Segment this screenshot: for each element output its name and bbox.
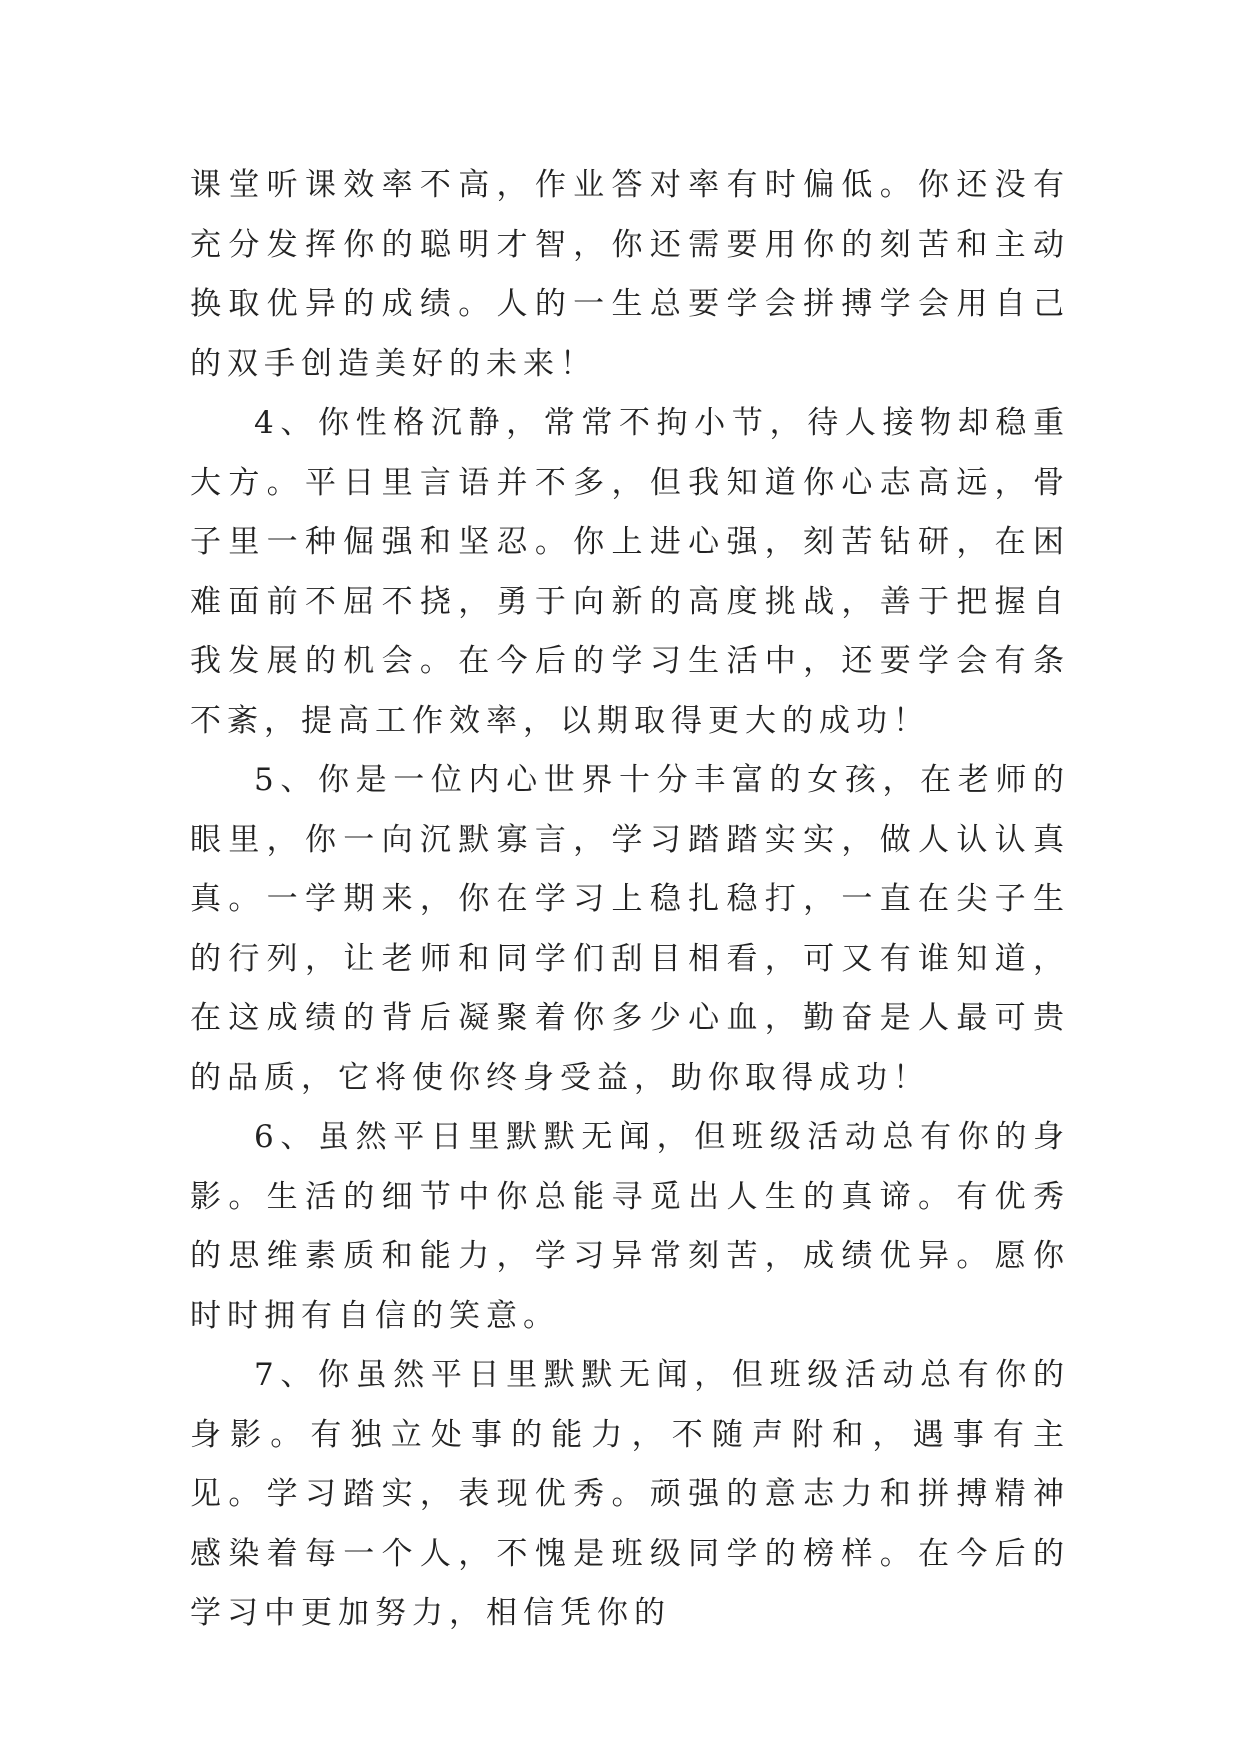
paragraph-comment-4: 4、你性格沉静，常常不拘小节，待人接物却稳重大方。平日里言语并不多，但我知道你心志高远，骨子里一种倔强和坚忍。你上进心强，刻苦钻研，在困难面前不屈不挠，勇于向新的高度挑战，善于把握自我发展的机会。在今后的学习生活中，还要学会有条不紊，提高工作效率，以期取得更大的成功！ [190,405,1070,739]
paragraph-comment-6: 6、虽然平日里默默无闻，但班级活动总有你的身影。生活的细节中你总能寻觅出人生的真谛。有优秀的思维素质和能力，学习异常刻苦，成绩优异。愿你时时拥有自信的笑意。 [190,1119,1070,1334]
paragraph-continuation: 课堂听课效率不高，作业答对率有时偏低。你还没有充分发挥你的聪明才智，你还需要用你的刻苦和主动换取优异的成绩。人的一生总要学会拼搏学会用自己的双手创造美好的未来！ [190,167,1070,382]
paragraph-comment-7: 7、你虽然平日里默默无闻，但班级活动总有你的身影。有独立处事的能力，不随声附和，遇事有主见。学习踏实，表现优秀。顽强的意志力和拼搏精神感染着每一个人，不愧是班级同学的榜样。在今后的学习中更加努力，相信凭你的 [190,1357,1070,1631]
document-body [190,156,1070,1644]
paragraph-comment-5: 5、你是一位内心世界十分丰富的女孩，在老师的眼里，你一向沉默寡言，学习踏踏实实，做人认认真真。一学期来，你在学习上稳扎稳打，一直在尖子生的行列，让老师和同学们刮目相看，可又有谁知道，在这成绩的背后凝聚着你多少心血，勤奋是人最可贵的品质，它将使你终身受益，助你取得成功！ [190,762,1070,1096]
